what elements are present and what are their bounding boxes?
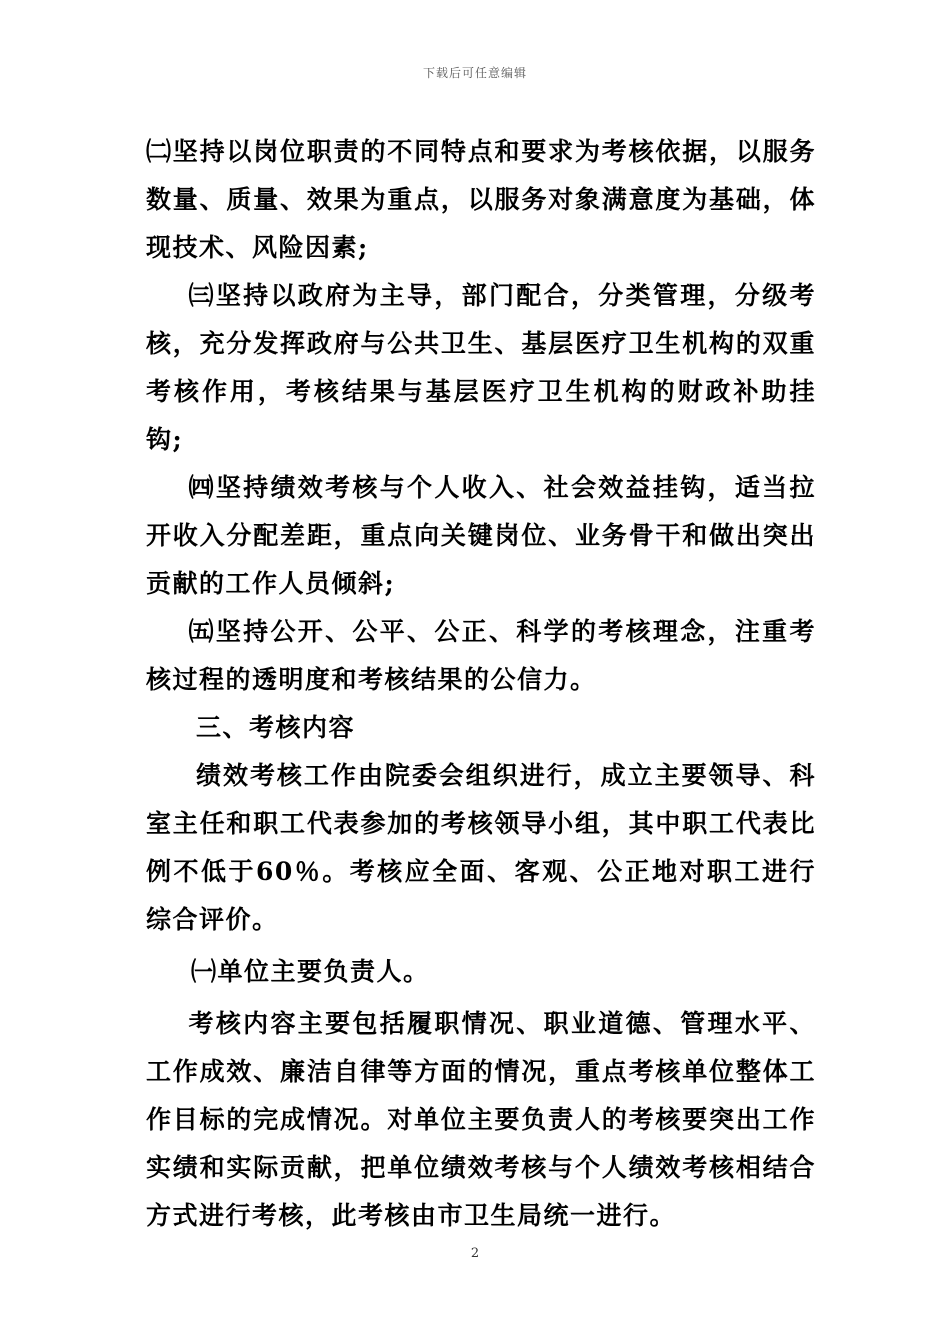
- paragraph-assessment-organization: 绩效考核工作由院委会组织进行，成立主要领导、科室主任和职工代表参加的考核领导小组，其中职工代表比例不低于60％。考核应全面、客观、公正地对职工进行综合评价。: [146, 761, 816, 934]
- document-body: [146, 128, 816, 1240]
- section-heading-assessment-content: 三、考核内容: [196, 713, 356, 742]
- paragraph-principle-3: ㈢坚持以政府为主导，部门配合，分类管理，分级考核，充分发挥政府与公共卫生、基层医疗卫生机构的双重考核作用，考核结果与基层医疗卫生机构的财政补助挂钩;: [146, 281, 816, 454]
- paragraph-principle-5: ㈤坚持公开、公平、公正、科学的考核理念，注重考核过程的透明度和考核结果的公信力。: [146, 617, 816, 694]
- paragraph-principle-4: ㈣坚持绩效考核与个人收入、社会效益挂钩，适当拉开收入分配差距，重点向关键岗位、业务骨干和做出突出贡献的工作人员倾斜;: [146, 473, 816, 598]
- paragraph-unit-leader-content: 考核内容主要包括履职情况、职业道德、管理水平、工作成效、廉洁自律等方面的情况，重点考核单位整体工作目标的完成情况。对单位主要负责人的考核要突出工作实绩和实际贡献，把单位绩效考核与个人绩效考核相结合方式进行考核，此考核由市卫生局统一进行。: [146, 1009, 816, 1230]
- subheading-unit-leader: ㈠单位主要负责人。: [191, 957, 430, 986]
- page-number: 2: [470, 1246, 480, 1261]
- paragraph-principle-2: ㈡坚持以岗位职责的不同特点和要求为考核依据，以服务数量、质量、效果为重点，以服务对象满意度为基础，体现技术、风险因素;: [146, 137, 816, 262]
- page-header: 下载后可任意编辑: [422, 66, 527, 80]
